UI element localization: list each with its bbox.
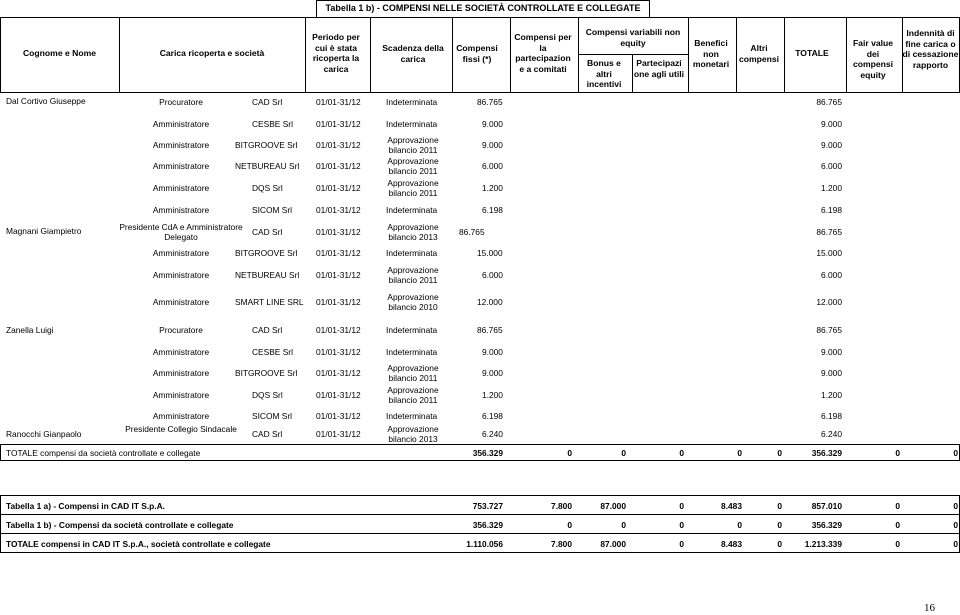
row-expiry: Indeterminata bbox=[386, 411, 438, 421]
summary-row-label: Tabella 1 b) - Compensi da società controllate e collegate bbox=[6, 520, 234, 530]
row-role: Amministratore bbox=[152, 347, 210, 357]
summary-row-value: 356.329 bbox=[472, 520, 503, 530]
header-fair-value: Fair value dei compensi equity bbox=[852, 38, 894, 80]
person-name: Magnani Giampietro bbox=[6, 226, 82, 236]
summary-row-border bbox=[0, 552, 960, 553]
title-box-top bbox=[316, 0, 650, 1]
row-role: Presidente Collegio Sindacale bbox=[125, 424, 237, 434]
header-other: Altri compensi bbox=[738, 43, 780, 64]
total-row-value: 0 bbox=[777, 448, 782, 458]
row-total: 86.765 bbox=[816, 325, 842, 335]
row-expiry: Approvazione bilancio 2011 bbox=[387, 385, 439, 405]
summary-row-label: TOTALE compensi in CAD IT S.p.A., società controllate e collegate bbox=[6, 539, 271, 549]
row-total: 15.000 bbox=[816, 248, 842, 258]
title-box-left bbox=[316, 0, 317, 17]
person-name: Ranocchi Gianpaolo bbox=[6, 429, 82, 439]
summary-row-value: 1.213.339 bbox=[804, 539, 842, 549]
row-expiry: Approvazione bilancio 2011 bbox=[387, 363, 439, 383]
summary-row-value: 0 bbox=[679, 501, 684, 511]
row-expiry: Indeterminata bbox=[386, 248, 438, 258]
summary-row-value: 0 bbox=[953, 539, 958, 549]
total-row-value: 0 bbox=[621, 448, 626, 458]
row-company: BITGROOVE Srl bbox=[235, 140, 298, 150]
header-benefits: Benefici non monetari bbox=[692, 38, 730, 69]
row-total: 6.198 bbox=[821, 205, 842, 215]
row-expiry: Indeterminata bbox=[386, 119, 438, 129]
row-company: CAD Srl bbox=[252, 429, 283, 439]
row-company: CAD Srl bbox=[252, 97, 283, 107]
header-bonus: Bonus e altri incentivi bbox=[586, 58, 622, 89]
row-company: SMART LINE SRL bbox=[235, 297, 304, 307]
summary-row-border bbox=[0, 533, 960, 534]
header-role: Carica ricoperta e società bbox=[159, 48, 265, 58]
row-role: Amministratore bbox=[152, 390, 210, 400]
summary-row-value: 7.800 bbox=[551, 539, 572, 549]
header-name: Cognome e Nome bbox=[22, 48, 97, 58]
row-total: 6.198 bbox=[821, 411, 842, 421]
summary-row-value: 0 bbox=[953, 501, 958, 511]
row-fixed: 1.200 bbox=[482, 390, 503, 400]
row-role: Amministratore bbox=[152, 183, 210, 193]
summary-row-value: 8.483 bbox=[721, 501, 742, 511]
row-company: NETBUREAU Srl bbox=[235, 161, 300, 171]
row-fixed: 15.000 bbox=[477, 248, 503, 258]
row-company: SICOM Srl bbox=[252, 205, 293, 215]
row-fixed: 12.000 bbox=[477, 297, 503, 307]
row-period: 01/01-31/12 bbox=[316, 270, 361, 280]
row-period: 01/01-31/12 bbox=[316, 119, 361, 129]
row-period: 01/01-31/12 bbox=[316, 429, 361, 439]
total-row-left-border bbox=[0, 444, 1, 461]
row-company: CAD Srl bbox=[252, 325, 283, 335]
summary-row-value: 0 bbox=[953, 520, 958, 530]
row-expiry: Approvazione bilancio 2013 bbox=[387, 424, 439, 444]
header-period: Periodo per cui è stata ricoperta la carica bbox=[312, 32, 360, 74]
row-period: 01/01-31/12 bbox=[316, 390, 361, 400]
row-period: 01/01-31/12 bbox=[316, 140, 361, 150]
row-expiry: Approvazione bilancio 2011 bbox=[387, 135, 439, 155]
total-row-top-border bbox=[0, 444, 960, 445]
row-company: SICOM Srl bbox=[252, 411, 293, 421]
row-fixed: 9.000 bbox=[482, 347, 503, 357]
summary-row-value: 0 bbox=[737, 520, 742, 530]
header-fixed: Compensi fissi (*) bbox=[456, 43, 498, 64]
summary-row-value: 7.800 bbox=[551, 501, 572, 511]
row-total: 1.200 bbox=[821, 390, 842, 400]
summary-row-value: 1.110.056 bbox=[466, 539, 503, 549]
header-committee: Compensi per la partecipazion e a comitati bbox=[514, 32, 572, 74]
total-row-value: 356.329 bbox=[472, 448, 503, 458]
header-column-divider bbox=[370, 17, 371, 92]
summary-row-value: 0 bbox=[777, 539, 782, 549]
summary-row-value: 0 bbox=[679, 539, 684, 549]
row-expiry: Indeterminata bbox=[386, 97, 438, 107]
row-role: Amministratore bbox=[152, 411, 210, 421]
row-period: 01/01-31/12 bbox=[316, 227, 361, 237]
row-role: Amministratore bbox=[152, 119, 210, 129]
row-period: 01/01-31/12 bbox=[316, 347, 361, 357]
row-period: 01/01-31/12 bbox=[316, 411, 361, 421]
row-company: BITGROOVE Srl bbox=[235, 368, 298, 378]
variable-subheader-divider bbox=[578, 54, 688, 55]
row-role: Amministratore bbox=[152, 368, 210, 378]
row-period: 01/01-31/12 bbox=[316, 297, 361, 307]
row-expiry: Approvazione bilancio 2010 bbox=[387, 292, 439, 312]
row-role: Procuratore bbox=[159, 325, 203, 335]
row-total: 12.000 bbox=[816, 297, 842, 307]
summary-row-value: 857.010 bbox=[811, 501, 842, 511]
row-role: Presidente CdA e Amministratore Delegato bbox=[119, 222, 243, 242]
row-role: Amministratore bbox=[152, 140, 210, 150]
row-fixed: 9.000 bbox=[482, 119, 503, 129]
row-expiry: Indeterminata bbox=[386, 325, 438, 335]
row-role: Amministratore bbox=[152, 205, 210, 215]
summary-side-border bbox=[0, 495, 1, 552]
person-name: Zanella Luigi bbox=[6, 325, 54, 335]
summary-row-value: 8.483 bbox=[721, 539, 742, 549]
summary-row-border bbox=[0, 495, 960, 496]
row-fixed: 6.198 bbox=[482, 411, 503, 421]
row-fixed: 86.765 bbox=[477, 97, 503, 107]
row-fixed: 86.765 bbox=[459, 227, 485, 237]
row-expiry: Indeterminata bbox=[386, 347, 438, 357]
row-fixed: 6.240 bbox=[482, 429, 503, 439]
total-row-value: 0 bbox=[737, 448, 742, 458]
summary-row-value: 0 bbox=[895, 501, 900, 511]
summary-row-value: 0 bbox=[777, 501, 782, 511]
summary-row-value: 0 bbox=[895, 520, 900, 530]
header-top-border bbox=[0, 17, 960, 18]
header-variable: Compensi variabili non equity bbox=[585, 27, 681, 48]
row-period: 01/01-31/12 bbox=[316, 205, 361, 215]
row-fixed: 6.000 bbox=[482, 270, 503, 280]
summary-row-value: 87.000 bbox=[600, 539, 626, 549]
header-bottom-border bbox=[0, 92, 960, 93]
row-period: 01/01-31/12 bbox=[316, 248, 361, 258]
row-expiry: Approvazione bilancio 2011 bbox=[387, 156, 439, 176]
total-row-value: 0 bbox=[953, 448, 958, 458]
row-total: 86.765 bbox=[816, 227, 842, 237]
row-period: 01/01-31/12 bbox=[316, 368, 361, 378]
summary-row-value: 0 bbox=[777, 520, 782, 530]
summary-row-value: 0 bbox=[567, 520, 572, 530]
row-company: DQS Srl bbox=[252, 390, 283, 400]
row-period: 01/01-31/12 bbox=[316, 325, 361, 335]
total-row-value: 356.329 bbox=[811, 448, 842, 458]
row-period: 01/01-31/12 bbox=[316, 183, 361, 193]
summary-row-value: 0 bbox=[895, 539, 900, 549]
total-row-label: TOTALE compensi da società controllate e collegate bbox=[6, 448, 201, 458]
row-fixed: 6.000 bbox=[482, 161, 503, 171]
person-name: Dal Cortivo Giuseppe bbox=[6, 96, 86, 106]
row-total: 9.000 bbox=[821, 119, 842, 129]
row-company: CESBE Srl bbox=[252, 119, 293, 129]
row-role: Amministratore bbox=[152, 270, 210, 280]
row-role: Amministratore bbox=[152, 248, 210, 258]
row-company: CESBE Srl bbox=[252, 347, 293, 357]
header-severance: Indennità di fine carica o di cessazione rapporto bbox=[902, 28, 959, 70]
page-number: 16 bbox=[924, 602, 935, 614]
row-expiry: Approvazione bilancio 2013 bbox=[387, 222, 439, 242]
row-fixed: 86.765 bbox=[477, 325, 503, 335]
summary-row-label: Tabella 1 a) - Compensi in CAD IT S.p.A. bbox=[6, 501, 165, 511]
row-total: 6.240 bbox=[821, 429, 842, 439]
summary-row-value: 0 bbox=[621, 520, 626, 530]
summary-row-border bbox=[0, 514, 960, 515]
row-fixed: 6.198 bbox=[482, 205, 503, 215]
total-row-value: 0 bbox=[679, 448, 684, 458]
title-box-right bbox=[649, 0, 650, 17]
header-expiry: Scadenza della carica bbox=[382, 43, 444, 64]
header-total: TOTALE bbox=[795, 48, 829, 58]
header-column-divider bbox=[510, 17, 511, 92]
row-role: Procuratore bbox=[159, 97, 203, 107]
row-period: 01/01-31/12 bbox=[316, 161, 361, 171]
row-company: BITGROOVE Srl bbox=[235, 248, 298, 258]
total-row-value: 0 bbox=[567, 448, 572, 458]
row-expiry: Indeterminata bbox=[386, 205, 438, 215]
row-period: 01/01-31/12 bbox=[316, 97, 361, 107]
row-expiry: Approvazione bilancio 2011 bbox=[387, 265, 439, 285]
row-total: 1.200 bbox=[821, 183, 842, 193]
row-role: Amministratore bbox=[152, 297, 210, 307]
row-total: 9.000 bbox=[821, 347, 842, 357]
table-title: Tabella 1 b) - COMPENSI NELLE SOCIETÀ CONTROLLATE E COLLEGATE bbox=[325, 3, 641, 13]
row-company: NETBUREAU Srl bbox=[235, 270, 300, 280]
row-total: 6.000 bbox=[821, 270, 842, 280]
summary-row-value: 0 bbox=[679, 520, 684, 530]
header-profit: Partecipazi one agli utili bbox=[633, 58, 685, 79]
row-total: 86.765 bbox=[816, 97, 842, 107]
summary-row-value: 87.000 bbox=[600, 501, 626, 511]
summary-row-value: 753.727 bbox=[472, 501, 503, 511]
row-total: 9.000 bbox=[821, 140, 842, 150]
total-row-value: 0 bbox=[895, 448, 900, 458]
row-total: 6.000 bbox=[821, 161, 842, 171]
row-fixed: 9.000 bbox=[482, 368, 503, 378]
row-expiry: Approvazione bilancio 2011 bbox=[387, 178, 439, 198]
row-company: DQS Srl bbox=[252, 183, 283, 193]
row-total: 9.000 bbox=[821, 368, 842, 378]
summary-row-value: 356.329 bbox=[811, 520, 842, 530]
row-fixed: 1.200 bbox=[482, 183, 503, 193]
row-company: CAD Srl bbox=[252, 227, 283, 237]
total-row-bottom-border bbox=[0, 460, 960, 461]
row-fixed: 9.000 bbox=[482, 140, 503, 150]
row-role: Amministratore bbox=[152, 161, 210, 171]
